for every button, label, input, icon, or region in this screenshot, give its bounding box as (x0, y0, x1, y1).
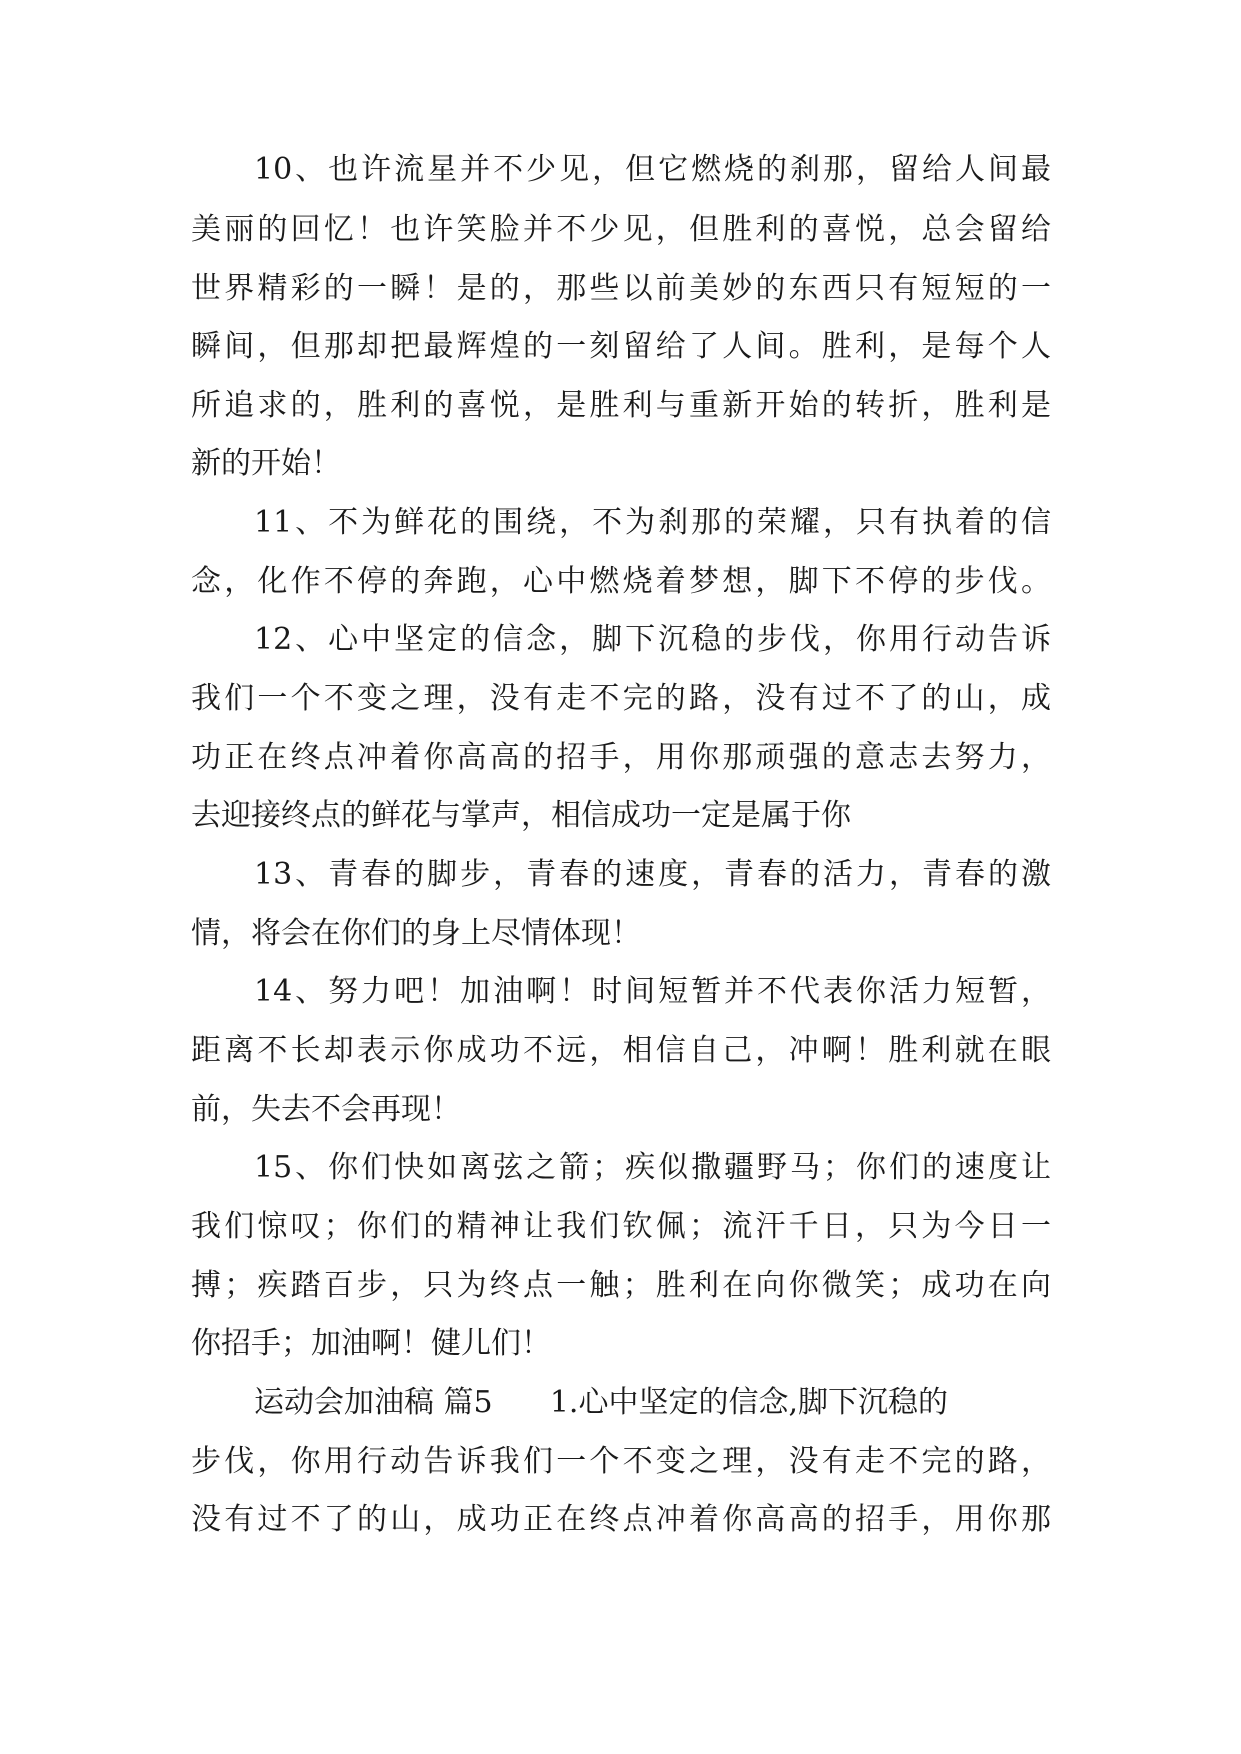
paragraph-15-line-4: 你招手；加油啊！健儿们！ (191, 1326, 551, 1361)
paragraph-14-line-3: 前，失去不会再现！ (191, 1092, 461, 1127)
paragraph-12-line-2: 我们一个不变之理，没有走不完的路，没有过不了的山，成 (191, 681, 1051, 716)
paragraph-11-line-2: 念，化作不停的奔跑，心中燃烧着梦想，脚下不停的步伐。 (191, 564, 1051, 599)
paragraph-12-line-1: 12、心中坚定的信念，脚下沉稳的步伐，你用行动告诉 (254, 622, 1051, 657)
paragraph-12-line-3: 功正在终点冲着你高高的招手，用你那顽强的意志去努力， (191, 740, 1051, 775)
paragraph-10-line-6: 新的开始！ (191, 446, 341, 481)
paragraph-12-line-4: 去迎接终点的鲜花与掌声，相信成功一定是属于你 (191, 798, 851, 833)
paragraph-15-line-3: 搏；疾踏百步，只为终点一触；胜利在向你微笑；成功在向 (191, 1268, 1051, 1303)
section-5-line-2: 步伐，你用行动告诉我们一个不变之理，没有走不完的路， (191, 1444, 1051, 1479)
paragraph-10-line-2: 美丽的回忆！也许笑脸并不少见，但胜利的喜悦，总会留给 (191, 212, 1051, 247)
section-5-heading-line: 运动会加油稿 篇5 1.心中坚定的信念,脚下沉稳的 (254, 1385, 948, 1420)
paragraph-11-line-1: 11、不为鲜花的围绕，不为刹那的荣耀，只有执着的信 (254, 505, 1051, 540)
paragraph-10-line-1: 10、也许流星并不少见，但它燃烧的刹那，留给人间最 (254, 152, 1051, 187)
paragraph-10-line-3: 世界精彩的一瞬！是的，那些以前美妙的东西只有短短的一 (191, 271, 1051, 306)
paragraph-14-line-2: 距离不长却表示你成功不远，相信自己，冲啊！胜利就在眼 (191, 1033, 1051, 1068)
paragraph-10-line-4: 瞬间，但那却把最辉煌的一刻留给了人间。胜利，是每个人 (191, 329, 1051, 364)
paragraph-14-line-1: 14、努力吧！加油啊！时间短暂并不代表你活力短暂， (254, 974, 1051, 1009)
section-5-line-3: 没有过不了的山，成功正在终点冲着你高高的招手，用你那 (191, 1502, 1051, 1537)
paragraph-15-line-1: 15、你们快如离弦之箭；疾似撒疆野马；你们的速度让 (254, 1150, 1051, 1185)
paragraph-15-line-2: 我们惊叹；你们的精神让我们钦佩；流汗千日，只为今日一 (191, 1209, 1051, 1244)
paragraph-13-line-2: 情，将会在你们的身上尽情体现！ (191, 916, 641, 951)
paragraph-10-line-5: 所追求的，胜利的喜悦，是胜利与重新开始的转折，胜利是 (191, 388, 1051, 423)
paragraph-13-line-1: 13、青春的脚步，青春的速度，青春的活力，青春的激 (254, 857, 1051, 892)
